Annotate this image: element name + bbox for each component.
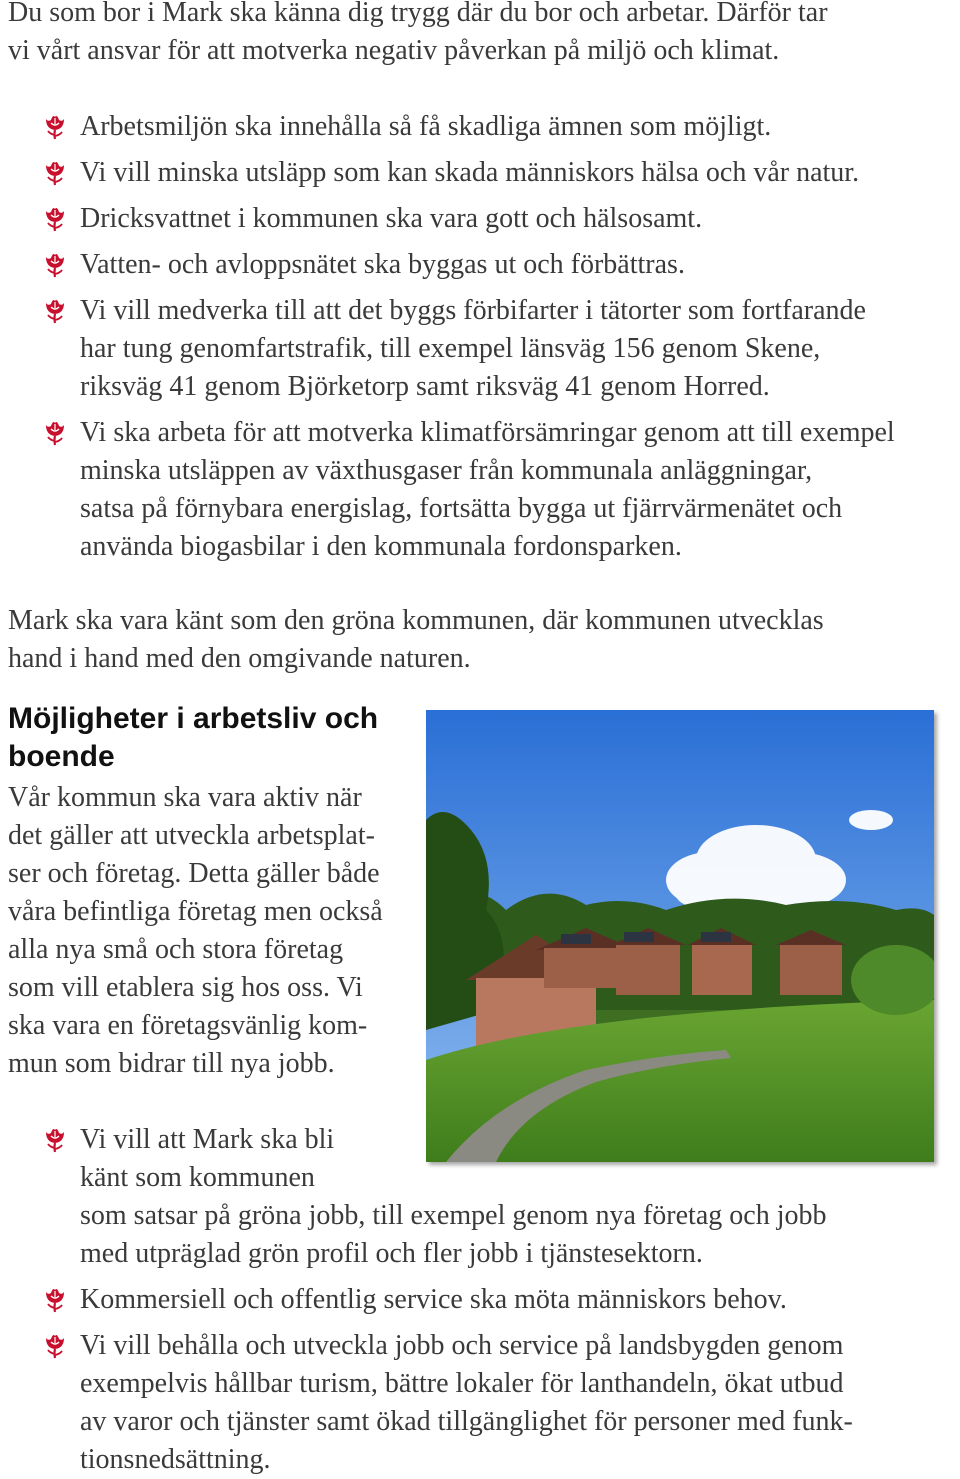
section-heading: Möjligheter i arbetsliv och boende bbox=[8, 702, 379, 773]
section-line: det gäller att utveckla arbetsplat- bbox=[8, 820, 375, 851]
bullet-text: Vi vill medverka till att det byggs förbifarter i tätorter som fortfarande bbox=[80, 295, 866, 326]
list-item bbox=[80, 108, 771, 146]
bullet-text: tionsnedsättning. bbox=[80, 1444, 271, 1475]
housing-photo bbox=[426, 710, 934, 1162]
list-item bbox=[80, 154, 859, 192]
red-rose-icon bbox=[40, 296, 70, 326]
list-item bbox=[80, 1281, 787, 1319]
list-item bbox=[80, 246, 685, 284]
section-line: som vill etablera sig hos oss. Vi bbox=[8, 972, 363, 1003]
green-line: Mark ska vara känt som den gröna kommunen, där kommunen utvecklas bbox=[8, 605, 824, 636]
bullet-text: känt som kommunen bbox=[80, 1162, 315, 1193]
list-item bbox=[80, 414, 895, 566]
bullet-text: exempelvis hållbar turism, bättre lokaler för lanthandeln, ökat utbud bbox=[80, 1368, 844, 1399]
section-line: Vår kommun ska vara aktiv när bbox=[8, 782, 362, 813]
red-rose-icon bbox=[40, 158, 70, 188]
bullet-text: med utpräglad grön profil och fler jobb i tjänstesektorn. bbox=[80, 1238, 703, 1269]
bullet-text: Vi ska arbeta för att motverka klimatförsämringar genom att till exempel bbox=[80, 417, 895, 448]
bullet-text: riksväg 41 genom Björketorp samt riksväg 41 genom Horred. bbox=[80, 371, 770, 402]
bullet-text: Vi vill att Mark ska bli bbox=[80, 1124, 335, 1155]
bullet-text: minska utsläppen av växthusgaser från kommunala anläggningar, bbox=[80, 455, 813, 486]
intro-line: Du som bor i Mark ska känna dig trygg där du bor och arbetar. Därför tar bbox=[8, 0, 828, 28]
bullet-text: använda biogasbilar i den kommunala fordonsparken. bbox=[80, 531, 682, 562]
bullet-text: som satsar på gröna jobb, till exempel genom nya företag och jobb bbox=[80, 1200, 827, 1231]
list-item bbox=[80, 1327, 853, 1479]
bullet-text: Vi vill behålla och utveckla jobb och service på landsbygden genom bbox=[80, 1330, 844, 1361]
bullet-text: Vi vill minska utsläpp som kan skada människors hälsa och vår natur. bbox=[80, 157, 860, 188]
intro-paragraph bbox=[8, 0, 828, 70]
intro-line: vi vårt ansvar för att motverka negativ påverkan på miljö och klimat. bbox=[8, 35, 780, 66]
bullet-text: Vatten- och avloppsnätet ska byggas ut och förbättras. bbox=[80, 249, 685, 280]
bullet-text: Arbetsmiljön ska innehålla så få skadliga ämnen som möjligt. bbox=[80, 111, 772, 142]
section-line: alla nya små och stora företag bbox=[8, 934, 344, 965]
section-line: ser och företag. Detta gäller både bbox=[8, 858, 380, 889]
bullet-text: satsa på förnybara energislag, fortsätta bygga ut fjärrvärmenätet och bbox=[80, 493, 843, 524]
green-line: hand i hand med den omgivande naturen. bbox=[8, 643, 471, 674]
section-line: mun som bidrar till nya jobb. bbox=[8, 1048, 335, 1079]
list-item bbox=[80, 1121, 826, 1273]
red-rose-icon bbox=[40, 204, 70, 234]
list-item bbox=[80, 200, 702, 238]
red-rose-icon bbox=[40, 1125, 70, 1155]
bullet-text: Kommersiell och offentlig service ska möta människors behov. bbox=[80, 1284, 787, 1315]
red-rose-icon bbox=[40, 1331, 70, 1361]
bullet-text: har tung genomfartstrafik, till exempel länsväg 156 genom Skene, bbox=[80, 333, 821, 364]
list-item bbox=[80, 292, 866, 406]
bullet-text: Dricksvattnet i kommunen ska vara gott och hälsosamt. bbox=[80, 203, 703, 234]
red-rose-icon bbox=[40, 418, 70, 448]
red-rose-icon bbox=[40, 1285, 70, 1315]
section-paragraph bbox=[8, 779, 383, 1083]
section-line: våra befintliga företag men också bbox=[8, 896, 383, 927]
green-paragraph bbox=[8, 602, 824, 678]
red-rose-icon bbox=[40, 250, 70, 280]
section-line: ska vara en företagsvänlig kom- bbox=[8, 1010, 368, 1041]
red-rose-icon bbox=[40, 112, 70, 142]
bullet-text: av varor och tjänster samt ökad tillgänglighet för personer med funk- bbox=[80, 1406, 853, 1437]
